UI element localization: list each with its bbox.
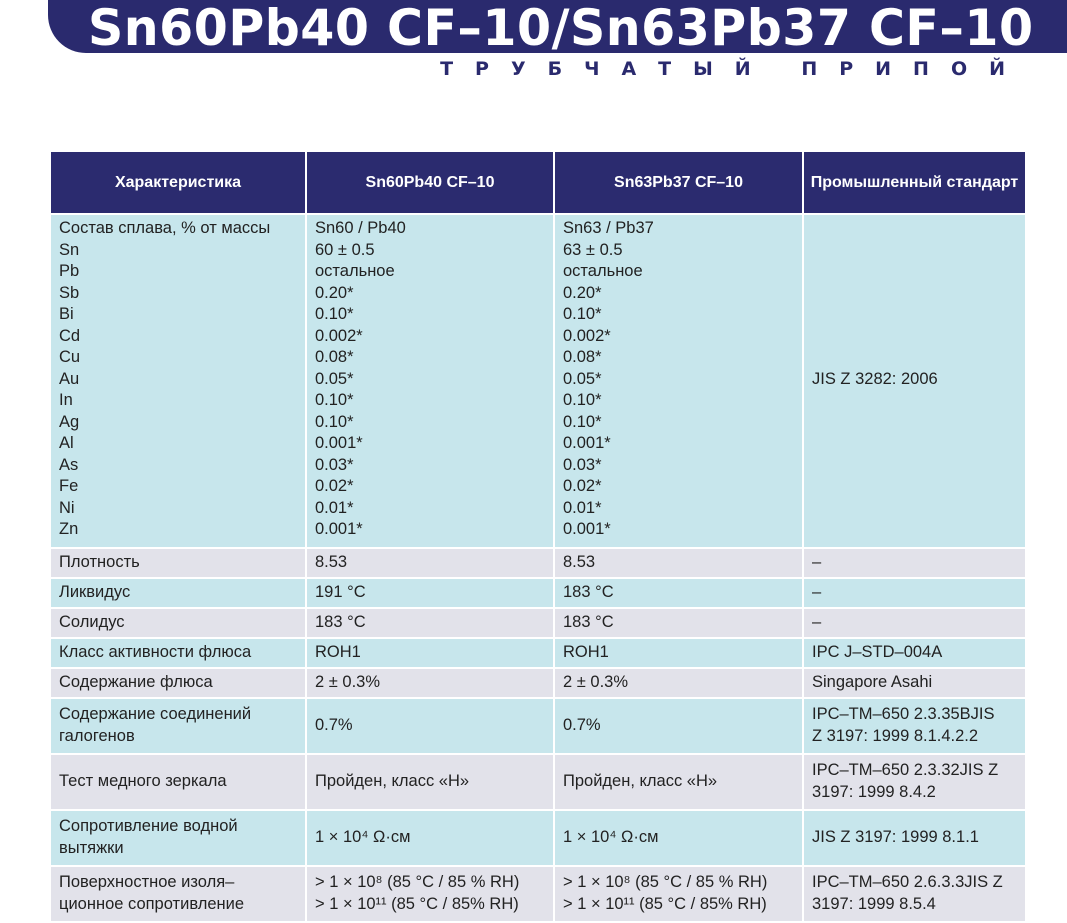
row-label bbox=[50, 754, 306, 810]
cell-text: ROH1 bbox=[563, 642, 609, 661]
composition-label: Zn bbox=[59, 520, 79, 538]
cell-text: Класс активности флюса bbox=[59, 642, 252, 661]
cell-text: 191 °C bbox=[315, 582, 366, 601]
row-sn60-value bbox=[306, 754, 554, 810]
row-sn63-value bbox=[554, 668, 803, 698]
table-row bbox=[50, 698, 1026, 754]
row-standard bbox=[803, 578, 1026, 608]
cell-text: Ликвидус bbox=[59, 582, 131, 601]
cell-text: Поверхностное изоля– bbox=[59, 873, 235, 891]
composition-value: 0.10* bbox=[563, 412, 602, 431]
composition-value: 60 ± 0.5 bbox=[315, 240, 375, 259]
row-sn60-value bbox=[306, 578, 554, 608]
cell-text: Singapore Asahi bbox=[812, 672, 933, 691]
row-label bbox=[50, 866, 306, 922]
composition-value: 0.10* bbox=[563, 305, 602, 323]
composition-label: Au bbox=[59, 369, 80, 388]
composition-label: Cu bbox=[59, 348, 81, 366]
row-label bbox=[50, 698, 306, 754]
composition-value: Sn60 / Pb40 bbox=[315, 219, 406, 237]
composition-value: 0.03* bbox=[315, 455, 354, 474]
header-characteristic: Характеристика bbox=[50, 151, 306, 214]
header-sn60pb40: Sn60Pb40 CF–10 bbox=[306, 151, 554, 214]
composition-value: 0.03* bbox=[563, 455, 602, 474]
row-sn60-value bbox=[306, 608, 554, 638]
composition-standard: JIS Z 3282: 2006 bbox=[803, 214, 1026, 548]
cell-text: JIS Z 3197: 1999 8.1.1 bbox=[812, 827, 979, 846]
cell-text: IPC–TM–650 2.3.32JIS Z bbox=[812, 761, 999, 779]
composition-value: 0.20* bbox=[563, 283, 602, 302]
composition-value: 0.02* bbox=[563, 477, 602, 495]
composition-row bbox=[50, 214, 1026, 548]
composition-value: Sn63 / Pb37 bbox=[563, 219, 654, 237]
composition-value: остальное bbox=[315, 262, 395, 280]
cell-text: Сопротивление водной bbox=[59, 817, 238, 835]
cell-text: 2 ± 0.3% bbox=[563, 672, 629, 691]
row-sn63-value bbox=[554, 548, 803, 578]
row-sn63-value bbox=[554, 638, 803, 668]
composition-label: Ag bbox=[59, 412, 80, 431]
row-sn60-value bbox=[306, 866, 554, 922]
composition-label: Al bbox=[59, 434, 74, 452]
cell-text: IPC–TM–650 2.6.3.3JIS Z bbox=[812, 873, 1003, 891]
cell-text: Солидус bbox=[59, 612, 125, 631]
composition-value: 0.20* bbox=[315, 283, 354, 302]
cell-text: Пройден, класс «H» bbox=[563, 771, 718, 790]
cell-text: > 1 × 10¹¹ (85 °C / 85% RH) bbox=[563, 894, 767, 913]
composition-value: 0.001* bbox=[563, 520, 611, 538]
row-standard bbox=[803, 698, 1026, 754]
row-standard bbox=[803, 608, 1026, 638]
row-sn63-value bbox=[554, 578, 803, 608]
composition-value: 0.10* bbox=[315, 305, 354, 323]
row-sn63-value bbox=[554, 698, 803, 754]
row-sn63-value bbox=[554, 608, 803, 638]
cell-text: > 1 × 10¹¹ (85 °C / 85% RH) bbox=[315, 894, 519, 913]
row-standard bbox=[803, 668, 1026, 698]
table-row bbox=[50, 608, 1026, 638]
composition-value: 0.10* bbox=[563, 391, 602, 409]
cell-text: – bbox=[812, 612, 822, 631]
composition-value: 0.10* bbox=[315, 412, 354, 431]
composition-value: 0.08* bbox=[563, 348, 602, 366]
header-standard: Промышленный стандарт bbox=[803, 151, 1026, 214]
table-row bbox=[50, 754, 1026, 810]
cell-text: Пройден, класс «H» bbox=[315, 771, 470, 790]
composition-label: Fe bbox=[59, 477, 79, 495]
composition-value: 0.08* bbox=[315, 348, 354, 366]
cell-text: 8.53 bbox=[315, 552, 348, 571]
composition-value: остальное bbox=[563, 262, 643, 280]
row-sn60-value bbox=[306, 548, 554, 578]
composition-value: 0.02* bbox=[315, 477, 354, 495]
row-label bbox=[50, 578, 306, 608]
composition-value: 0.01* bbox=[563, 498, 602, 517]
row-label bbox=[50, 668, 306, 698]
cell-text: галогенов bbox=[59, 726, 135, 745]
composition-value: 0.001* bbox=[563, 434, 611, 452]
row-label bbox=[50, 810, 306, 866]
table-row bbox=[50, 668, 1026, 698]
composition-value: 0.10* bbox=[315, 391, 354, 409]
composition-value: 0.002* bbox=[315, 326, 363, 345]
row-standard bbox=[803, 754, 1026, 810]
cell-text: 3197: 1999 8.5.4 bbox=[812, 894, 936, 913]
cell-text: 183 °C bbox=[315, 612, 366, 631]
cell-text: 183 °C bbox=[563, 612, 614, 631]
row-sn60-value bbox=[306, 668, 554, 698]
row-sn63-value bbox=[554, 866, 803, 922]
table-row bbox=[50, 638, 1026, 668]
composition-value: 0.05* bbox=[563, 369, 602, 388]
composition-label: Sb bbox=[59, 283, 80, 302]
composition-value: 0.001* bbox=[315, 434, 363, 452]
cell-text: 183 °C bbox=[563, 582, 614, 601]
cell-text: Тест медного зеркала bbox=[59, 771, 227, 790]
cell-text: > 1 × 10⁸ (85 °C / 85 % RH) bbox=[563, 873, 768, 891]
composition-label: Pb bbox=[59, 262, 80, 280]
composition-label: Sn bbox=[59, 240, 80, 259]
cell-text: 1 × 10⁴ Ω·см bbox=[563, 827, 659, 846]
composition-value: 63 ± 0.5 bbox=[563, 240, 623, 259]
row-sn63-value bbox=[554, 810, 803, 866]
composition-label: In bbox=[59, 391, 73, 409]
composition-value: 0.01* bbox=[315, 498, 354, 517]
table-row bbox=[50, 866, 1026, 922]
table-row bbox=[50, 548, 1026, 578]
page-subtitle: ТРУБЧАТЫЙ ПРИПОЙ bbox=[440, 58, 1027, 80]
cell-text: ROH1 bbox=[315, 642, 361, 661]
row-standard bbox=[803, 866, 1026, 922]
cell-text: ционное сопротивление bbox=[59, 894, 245, 913]
row-sn60-value bbox=[306, 810, 554, 866]
page-title: Sn60Pb40 CF–10/Sn63Pb37 CF–10 bbox=[88, 0, 1034, 57]
cell-text: IPC–TM–650 2.3.35BJIS bbox=[812, 705, 995, 723]
composition-sn63 bbox=[554, 214, 803, 548]
row-sn63-value bbox=[554, 754, 803, 810]
composition-labels bbox=[50, 214, 306, 548]
cell-text: 0.7% bbox=[315, 715, 353, 734]
composition-value: 0.001* bbox=[315, 520, 363, 538]
composition-label: Cd bbox=[59, 326, 81, 345]
cell-text: 8.53 bbox=[563, 552, 596, 571]
row-label bbox=[50, 608, 306, 638]
composition-label: Состав сплава, % от массы bbox=[59, 219, 271, 237]
composition-label: Ni bbox=[59, 498, 75, 517]
cell-text: 2 ± 0.3% bbox=[315, 672, 381, 691]
row-standard bbox=[803, 810, 1026, 866]
row-label bbox=[50, 548, 306, 578]
row-label bbox=[50, 638, 306, 668]
cell-text: 1 × 10⁴ Ω·см bbox=[315, 827, 411, 846]
composition-value: 0.05* bbox=[315, 369, 354, 388]
cell-text: 0.7% bbox=[563, 715, 601, 734]
header-sn63pb37: Sn63Pb37 CF–10 bbox=[554, 151, 803, 214]
row-standard bbox=[803, 638, 1026, 668]
cell-text: IPC J–STD–004A bbox=[812, 642, 943, 661]
cell-text: Плотность bbox=[59, 552, 140, 571]
cell-text: – bbox=[812, 582, 822, 601]
table-row bbox=[50, 578, 1026, 608]
cell-text: вытяжки bbox=[59, 838, 124, 857]
composition-label: As bbox=[59, 455, 79, 474]
cell-text: Z 3197: 1999 8.1.4.2.2 bbox=[812, 726, 979, 745]
cell-text: Содержание соединений bbox=[59, 705, 252, 723]
cell-text: Содержание флюса bbox=[59, 672, 213, 691]
table-row bbox=[50, 810, 1026, 866]
composition-label: Bi bbox=[59, 305, 74, 323]
cell-text: – bbox=[812, 552, 822, 571]
cell-text: 3197: 1999 8.4.2 bbox=[812, 782, 936, 801]
row-standard bbox=[803, 548, 1026, 578]
composition-sn60 bbox=[306, 214, 554, 548]
spec-table bbox=[49, 150, 1027, 923]
cell-text: > 1 × 10⁸ (85 °C / 85 % RH) bbox=[315, 873, 520, 891]
table-header-row bbox=[50, 151, 1026, 214]
row-sn60-value bbox=[306, 698, 554, 754]
composition-value: 0.002* bbox=[563, 326, 611, 345]
row-sn60-value bbox=[306, 638, 554, 668]
